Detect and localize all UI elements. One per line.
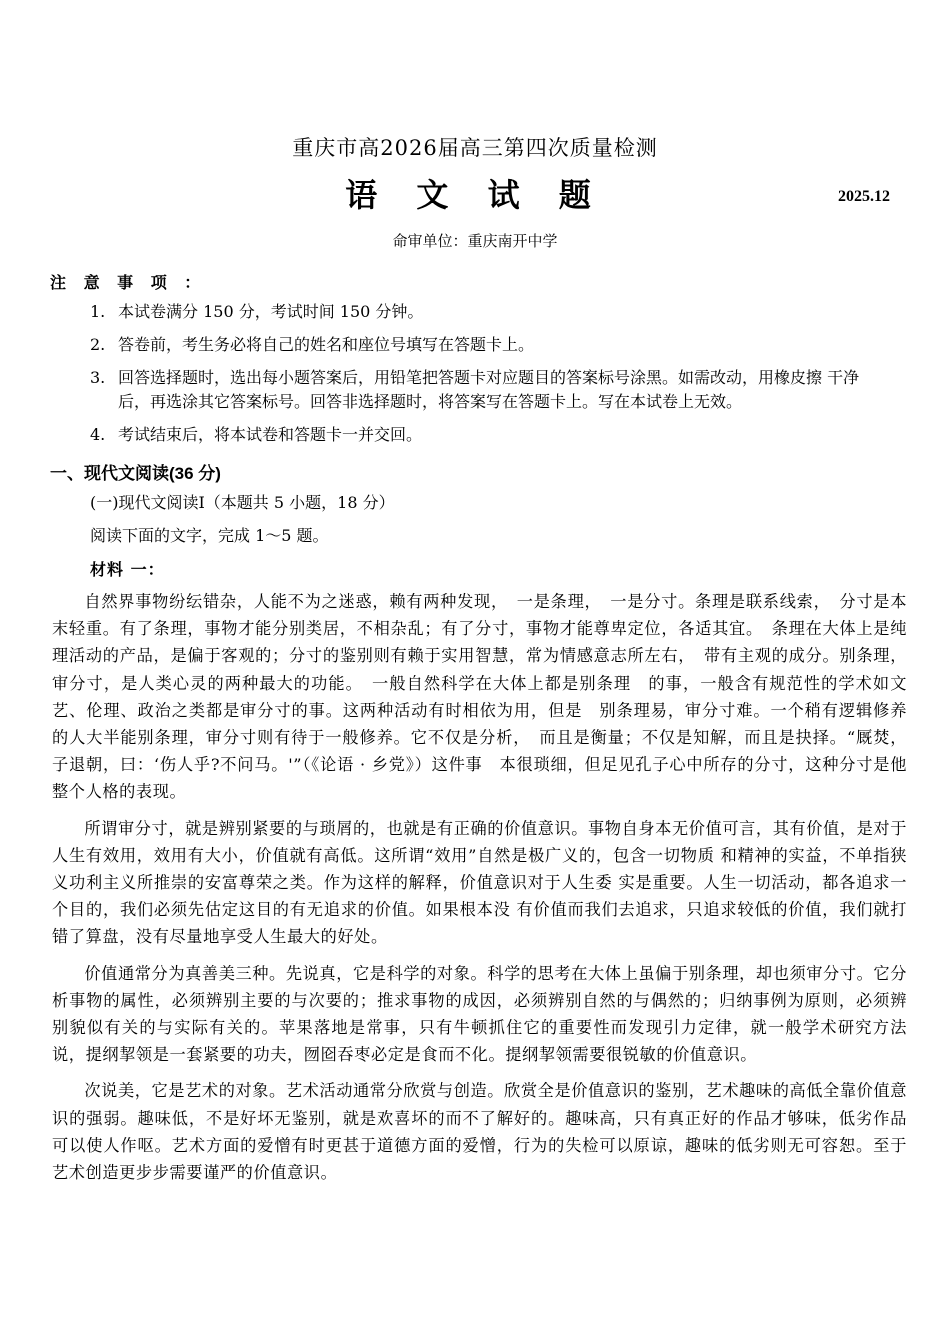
notice-item-number: 4. — [90, 425, 106, 444]
passage-paragraph: 自然界事物纷纭错杂，人能不为之迷惑，赖有两种发现， 一是条理， 一是分寸。条理是联系线索， 分寸是本末轻重。有了条理，事物才能分别类居，不相杂乱；有了分寸，事物才能尊卑定位，各适其宜。 条理在大体上是纯理活动的产品，是偏于客观的；分寸的鉴别则有赖于实用智慧，常为情感意志所左右， 带有主观的成分。别条理，审分寸，是人类心灵的两种最大的功能。 一般自然科学在大体上都是别条理 的事，一般含有规范性的学术如文艺、伦理、政治之类都是审分寸的事。这两种活动有时相依为用，但是 别条理易，审分寸难。一个稍有逻辑修养的人大半能别条理，审分寸则有待于一般修养。它不仅是分析， 而且是衡量；不仅是知解，而且是抉择。“厩焚，子退朝，曰：‘伤人乎?不问马。'”（《论语 · 乡党》）这件事 本很琐细，但足见孔子心中所存的分寸，这种分寸是他整个人格的表现。 — [52, 592, 907, 802]
notice-item-text: 本试卷满分 150 分，考试时间 150 分钟。 — [118, 302, 424, 321]
notice-item-text: 回答选择题时，选出每小题答案后，用铅笔把答题卡对应题目的答案标号涂黑。如需改动，用橡皮擦 干净后，再选涂其它答案标号。回答非选择题时，将答案写在答题卡上。写在本试卷上无效。 — [118, 368, 860, 411]
notice-item-number: 1. — [90, 302, 106, 321]
notice-item — [90, 333, 890, 357]
section-heading: 一、现代文阅读(36 分) — [50, 464, 221, 483]
passage-paragraph: 次说美，它是艺术的对象。艺术活动通常分欣赏与创造。欣赏全是价值意识的鉴别，艺术趣味的高低全靠价值意识的强弱。趣味低，不是好坏无鉴别，就是欢喜坏的而不了解好的。趣味高，只有真正好的作品才够味，低劣作品可以使人作呕。艺术方面的爱憎有时更甚于道德方面的爱憎，行为的失检可以原谅，趣味的低劣则无可容恕。至于艺术创造更步步需要谨严的价值意识。 — [52, 1081, 907, 1183]
notice-list — [90, 300, 890, 456]
notice-item — [90, 366, 890, 414]
reading-instruction: 阅读下面的文字，完成 1～5 题。 — [90, 526, 329, 545]
notice-item-number: 3. — [90, 368, 106, 387]
passage-paragraph: 所谓审分寸，就是辨别紧要的与琐屑的，也就是有正确的价值意识。事物自身本无价值可言，其有价值，是对于人生有效用，效用有大小，价值就有高低。这所谓“效用”自然是极广义的，包含一切物质 和精神的实益，不单指狭义功利主义所推崇的安富尊荣之类。作为这样的解释，价值意识对于人生委 实是重要。人生一切活动，都各追求一个目的，我们必须先估定这目的有无追求的价值。如果根本没 有价值而我们去追求，只追求较低的价值，我们就打错了算盘，没有尽量地享受人生最大的好处。 — [52, 818, 907, 947]
passage-paragraph: 价值通常分为真善美三种。先说真，它是科学的对象。科学的思考在大体上虽偏于别条理，却也须审分寸。它分析事物的属性，必须辨别主要的与次要的；推求事物的成因，必须辨别自然的与偶然的；归纳事例为原则，必须辨别貌似有关的与实际有关的。苹果落地是常事，只有牛顿抓住它的重要性而发现引力定律，就一般学术研究方法说，提纲挈领是一套紧要的功夫，囫囵吞枣必定是食而不化。提纲挈领需要很锐敏的价值意识。 — [52, 963, 907, 1065]
notice-item — [90, 300, 890, 324]
notice-item-text: 考试结束后，将本试卷和答题卡一并交回。 — [118, 425, 423, 444]
material-label: 材料 一： — [90, 560, 165, 579]
exam-date: 2025.12 — [838, 188, 890, 205]
notice-item — [90, 423, 890, 447]
exam-name: 重庆市高2026届高三第四次质量检测 — [292, 136, 658, 160]
subject-title: 语 文 试 题 — [345, 176, 605, 214]
notice-item-text: 答卷前，考生务必将自己的姓名和座位号填写在答题卡上。 — [118, 335, 535, 354]
subsection-heading: (一)现代文阅读Ⅰ（本题共 5 小题，18 分） — [90, 493, 395, 512]
notice-heading: 注 意 事 项 ： — [50, 273, 207, 292]
setter-unit: 命审单位：重庆南开中学 — [392, 232, 558, 250]
reading-passage — [52, 588, 907, 1195]
notice-item-number: 2. — [90, 335, 106, 354]
